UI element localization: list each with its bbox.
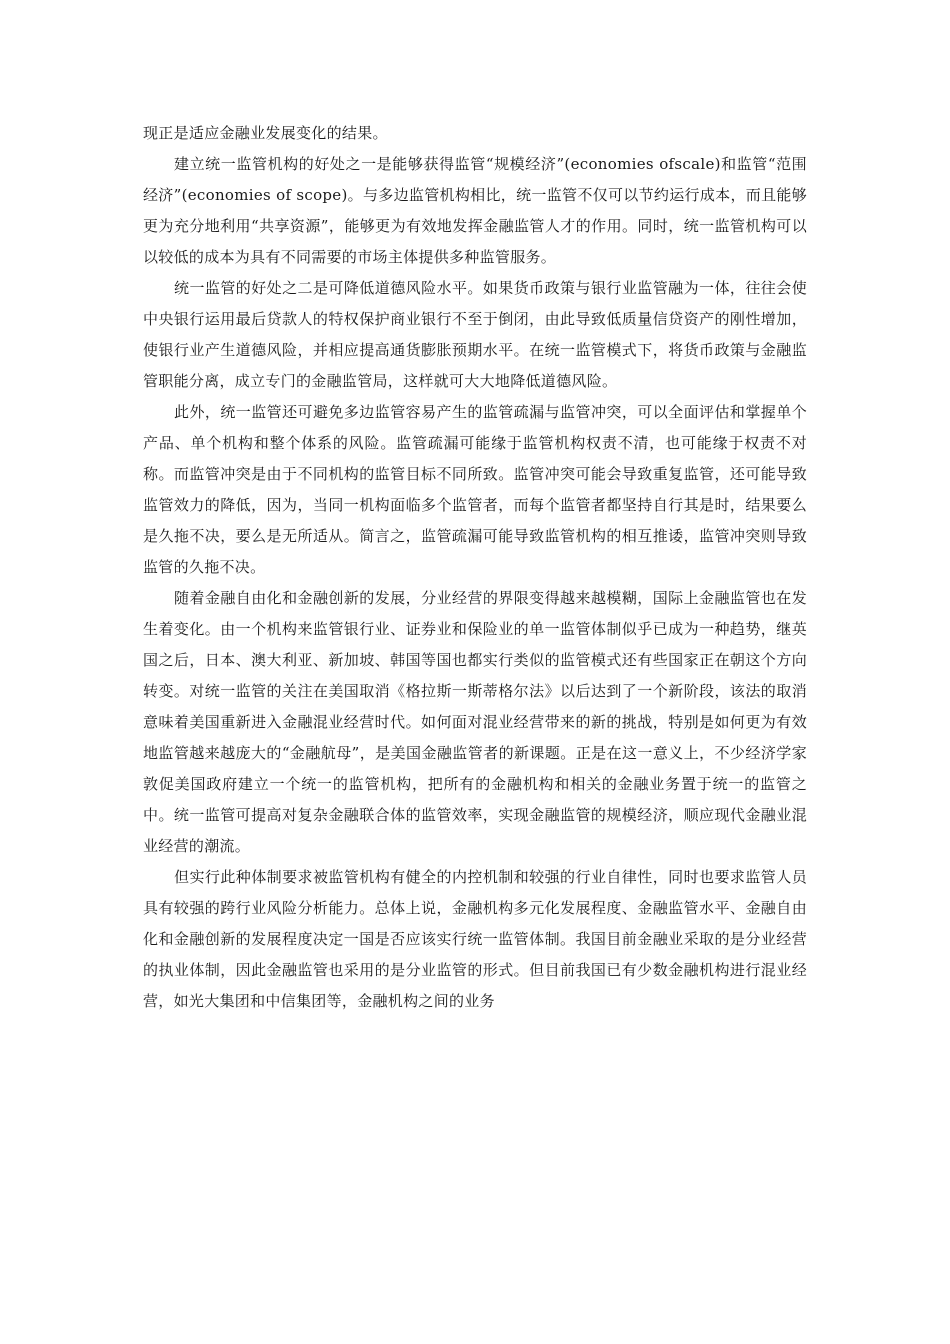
paragraph-1: 现正是适应金融业发展变化的结果。 [143, 124, 388, 142]
paragraph-2: 建立统一监管机构的好处之一是能够获得监管“规模经济”(economies ofscale)和监管“范围经济”(economies of scope)。与多边监管机构相比，统一监管不仅可以节约运行成本，而且能够更为充分地利用“共享资源”，能够更为有效地发挥金融监管人才的作用。同时，统一监管机构可以以较低的成本为具有不同需要的市场主体提供多种监管服务。 [143, 155, 807, 266]
paragraph-4: 此外，统一监管还可避免多边监管容易产生的监管疏漏与监管冲突，可以全面评估和掌握单个产品、单个机构和整个体系的风险。监管疏漏可能缘于监管机构权责不清，也可能缘于权责不对称。而监管冲突是由于不同机构的监管目标不同所致。监管冲突可能会导致重复监管，还可能导致监管效力的降低，因为，当同一机构面临多个监管者，而每个监管者都坚持自行其是时，结果要么是久拖不决，要么是无所适从。简言之，监管疏漏可能导致监管机构的相互推诿，监管冲突则导致监管的久拖不决。 [143, 403, 807, 576]
document-body [143, 118, 807, 1017]
paragraph-5: 随着金融自由化和金融创新的发展，分业经营的界限变得越来越模糊，国际上金融监管也在发生着变化。由一个机构来监管银行业、证券业和保险业的单一监管体制似乎已成为一种趋势，继英国之后，日本、澳大利亚、新加坡、韩国等国也都实行类似的监管模式还有些国家正在朝这个方向转变。对统一监管的关注在美国取消《格拉斯一斯蒂格尔法》以后达到了一个新阶段，该法的取消意味着美国重新进入金融混业经营时代。如何面对混业经营带来的新的挑战，特别是如何更为有效地监管越来越庞大的“金融航母”，是美国金融监管者的新课题。正是在这一意义上，不少经济学家敦促美国政府建立一个统一的监管机构，把所有的金融机构和相关的金融业务置于统一的监管之中。统一监管可提高对复杂金融联合体的监管效率，实现金融监管的规模经济，顺应现代金融业混业经营的潮流。 [143, 589, 807, 855]
paragraph-3: 统一监管的好处之二是可降低道德风险水平。如果货币政策与银行业监管融为一体，往往会使中央银行运用最后贷款人的特权保护商业银行不至于倒闭，由此导致低质量信贷资产的刚性增加，使银行业产生道德风险，并相应提高通货膨胀预期水平。在统一监管模式下，将货币政策与金融监管职能分离，成立专门的金融监管局，这样就可大大地降低道德风险。 [143, 279, 807, 390]
paragraph-6: 但实行此种体制要求被监管机构有健全的内控机制和较强的行业自律性，同时也要求监管人员具有较强的跨行业风险分析能力。总体上说，金融机构多元化发展程度、金融监管水平、金融自由化和金融创新的发展程度决定一国是否应该实行统一监管体制。我国目前金融业采取的是分业经营的执业体制，因此金融监管也采用的是分业监管的形式。但目前我国已有少数金融机构进行混业经营，如光大集团和中信集团等，金融机构之间的业务 [143, 868, 807, 1010]
